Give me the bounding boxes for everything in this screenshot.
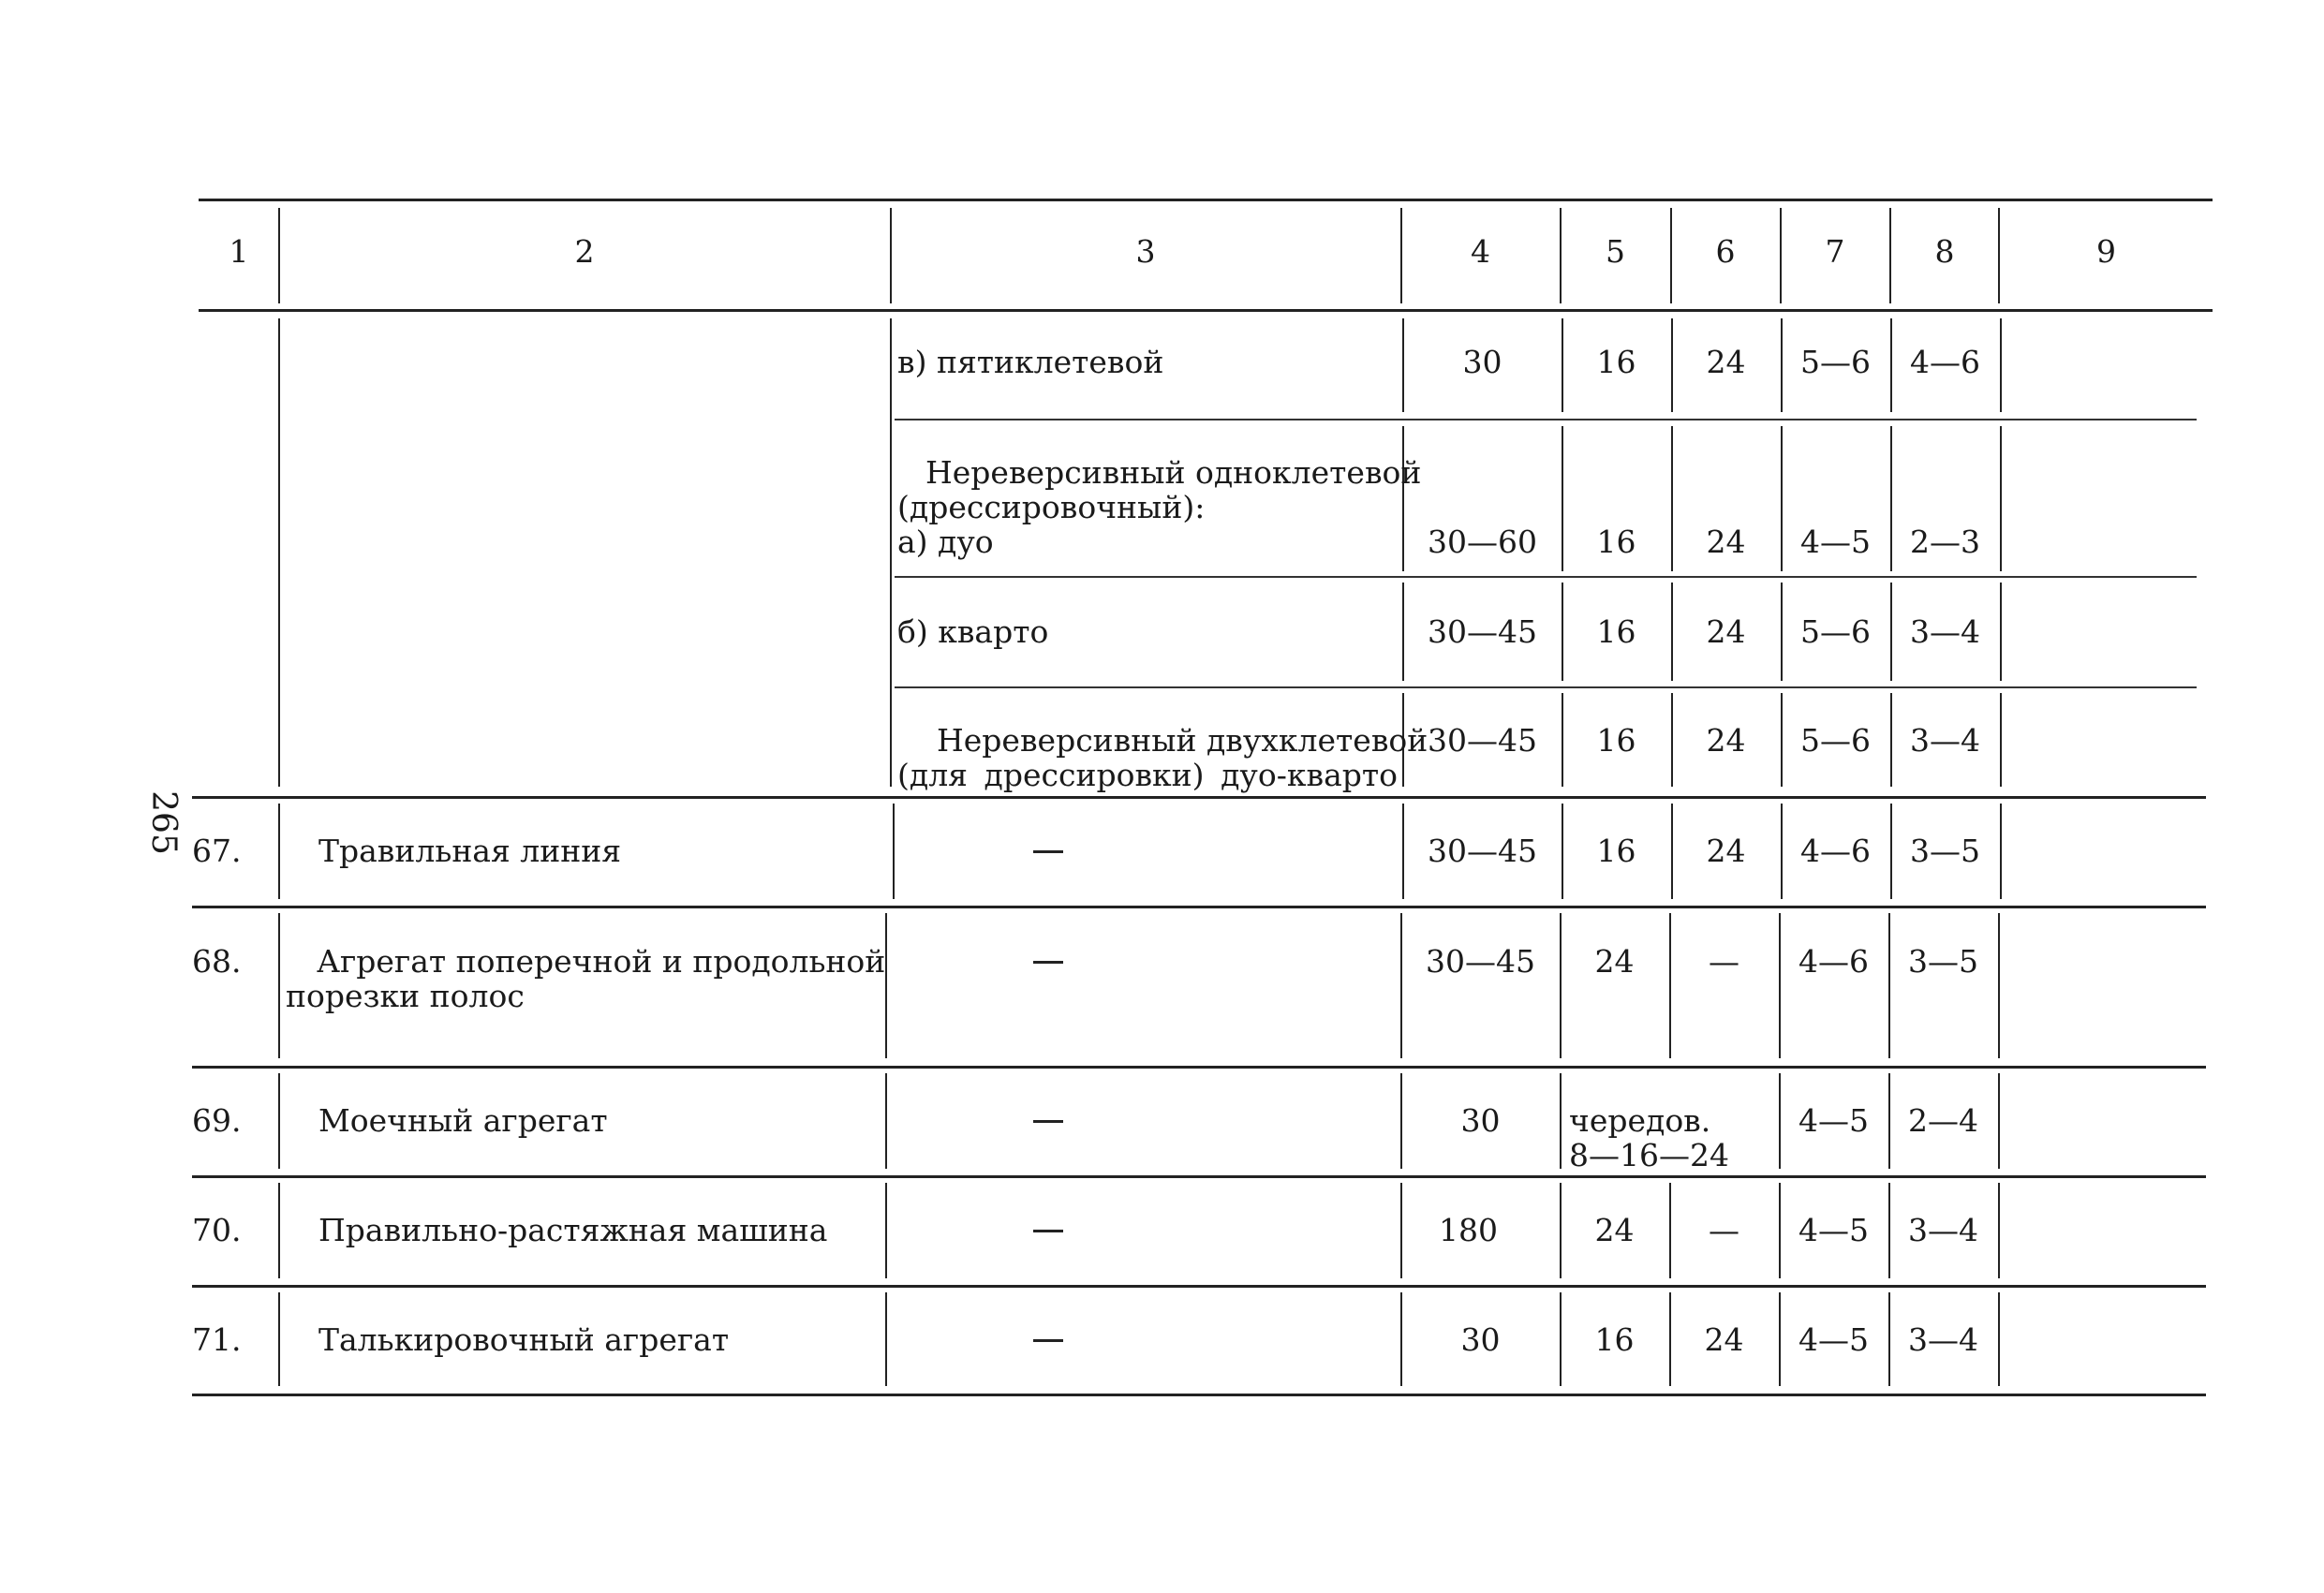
row-name: Агрегат поперечной и продольной bbox=[317, 943, 886, 980]
col-divider bbox=[1560, 1073, 1562, 1169]
cell-col-7: 5—6 bbox=[1800, 613, 1871, 650]
col-divider bbox=[1402, 804, 1404, 899]
col-divider bbox=[1400, 208, 1402, 303]
cell-col-4: 30—45 bbox=[1428, 833, 1537, 869]
empty-dash bbox=[1033, 961, 1063, 964]
cell-col-6: 24 bbox=[1706, 524, 1746, 560]
cell-col-4: 30 bbox=[1460, 1321, 1501, 1358]
row-rule bbox=[895, 686, 2197, 688]
row-rule bbox=[192, 1285, 2206, 1288]
cell-col-7: 4—5 bbox=[1799, 1321, 1869, 1358]
row-type-label: (для дрессировки) дуо-кварто bbox=[897, 757, 1398, 793]
cell-col-5: 24 bbox=[1594, 1212, 1635, 1248]
cell-col-6: 24 bbox=[1706, 613, 1746, 650]
row-type-label: (дрессировочный): bbox=[897, 489, 1206, 525]
col-divider bbox=[1669, 913, 1671, 1058]
header-col-1: 1 bbox=[229, 233, 249, 270]
cell-col-7: 4—5 bbox=[1800, 524, 1871, 560]
row-type-label: в) пятиклетевой bbox=[897, 344, 1164, 380]
row-type-label: Нереверсивный двухклетевой bbox=[937, 722, 1428, 759]
row-type-label: а) дуо bbox=[897, 524, 994, 560]
col-divider bbox=[1402, 426, 1404, 571]
cell-col-5: 24 bbox=[1594, 943, 1635, 980]
col-divider bbox=[885, 1292, 887, 1386]
cell-col-5-6-merged: чередов. bbox=[1569, 1102, 1711, 1139]
cell-col-5: 16 bbox=[1596, 833, 1636, 869]
col-divider bbox=[893, 804, 895, 899]
col-divider bbox=[885, 1183, 887, 1278]
cell-col-7: 5—6 bbox=[1800, 344, 1871, 380]
cell-col-5: 16 bbox=[1594, 1321, 1635, 1358]
col-divider bbox=[1889, 208, 1891, 303]
col-divider bbox=[278, 1073, 280, 1169]
col-divider bbox=[1670, 208, 1672, 303]
col-divider bbox=[1998, 208, 2000, 303]
cell-col-8: 2—3 bbox=[1910, 524, 1980, 560]
cell-col-4: 30—60 bbox=[1428, 524, 1537, 560]
col-divider bbox=[1998, 1073, 2000, 1169]
row-number: 71. bbox=[192, 1321, 242, 1358]
header-col-2: 2 bbox=[574, 233, 595, 270]
header-bottom-rule bbox=[199, 309, 2213, 312]
col-divider bbox=[1998, 1183, 2000, 1278]
empty-dash bbox=[1033, 1339, 1063, 1342]
col-divider bbox=[1998, 1292, 2000, 1386]
cell-col-6: — bbox=[1709, 943, 1739, 980]
row-type-label: б) кварто bbox=[897, 613, 1049, 650]
col-divider bbox=[2000, 583, 2002, 681]
row-number: 67. bbox=[192, 833, 242, 869]
col-divider bbox=[278, 804, 280, 899]
col-divider bbox=[2000, 804, 2002, 899]
cell-col-7: 4—6 bbox=[1799, 943, 1869, 980]
col-divider bbox=[2000, 318, 2002, 412]
cell-col-7: 4—5 bbox=[1799, 1212, 1869, 1248]
col-divider bbox=[1400, 1292, 1402, 1386]
empty-dash bbox=[1033, 1120, 1063, 1123]
row-name: Травильная линия bbox=[318, 833, 622, 869]
cell-col-6: 24 bbox=[1706, 833, 1746, 869]
header-col-5: 5 bbox=[1606, 233, 1625, 270]
cell-col-5: 16 bbox=[1596, 613, 1636, 650]
empty-dash bbox=[1033, 850, 1063, 853]
cell-col-8: 2—4 bbox=[1908, 1102, 1978, 1139]
row-rule bbox=[192, 906, 2206, 908]
col-divider bbox=[1400, 1073, 1402, 1169]
header-col-4: 4 bbox=[1471, 233, 1490, 270]
cell-col-5: 16 bbox=[1596, 722, 1636, 759]
row-type-label: Нереверсивный одноклетевой bbox=[925, 454, 1422, 491]
col-divider bbox=[278, 1183, 280, 1278]
cell-col-5-6-merged: 8—16—24 bbox=[1569, 1137, 1729, 1173]
cell-col-7: 4—6 bbox=[1800, 833, 1871, 869]
col-divider bbox=[1560, 913, 1562, 1058]
col-divider bbox=[2000, 426, 2002, 571]
header-col-3: 3 bbox=[1135, 233, 1156, 270]
col-divider bbox=[885, 913, 887, 1058]
col-divider bbox=[1400, 913, 1402, 1058]
table-bottom-rule bbox=[192, 1394, 2206, 1396]
cell-col-4: 30—45 bbox=[1428, 613, 1537, 650]
col-divider bbox=[1888, 913, 1890, 1058]
row-rule bbox=[192, 1066, 2206, 1069]
col-divider bbox=[1779, 913, 1781, 1058]
col-divider bbox=[885, 1073, 887, 1169]
header-col-7: 7 bbox=[1825, 233, 1845, 270]
cell-col-8: 3—4 bbox=[1910, 722, 1980, 759]
table-top-rule bbox=[199, 199, 2213, 201]
empty-dash bbox=[1033, 1230, 1063, 1232]
col-divider bbox=[2000, 693, 2002, 787]
cell-col-4: 180 bbox=[1439, 1212, 1498, 1248]
col-divider bbox=[1780, 208, 1782, 303]
cell-col-5: 16 bbox=[1596, 524, 1636, 560]
row-rule bbox=[895, 576, 2197, 578]
cell-col-4: 30 bbox=[1462, 344, 1502, 380]
cell-col-4: 30 bbox=[1460, 1102, 1501, 1139]
cell-col-4: 30—45 bbox=[1428, 722, 1537, 759]
col-divider bbox=[890, 208, 892, 303]
cell-col-8: 3—4 bbox=[1908, 1212, 1978, 1248]
cell-col-6: 24 bbox=[1706, 344, 1746, 380]
cell-col-6: 24 bbox=[1704, 1321, 1744, 1358]
row-name: Правильно-растяжная машина bbox=[318, 1212, 828, 1248]
col-divider bbox=[890, 318, 892, 787]
header-col-9: 9 bbox=[2096, 233, 2116, 270]
row-rule bbox=[895, 419, 2197, 420]
cell-col-8: 4—6 bbox=[1910, 344, 1980, 380]
cell-col-8: 3—5 bbox=[1908, 943, 1978, 980]
cell-col-4: 30—45 bbox=[1426, 943, 1535, 980]
col-divider bbox=[1998, 913, 2000, 1058]
row-name: порезки полос bbox=[286, 978, 525, 1014]
cell-col-7: 4—5 bbox=[1799, 1102, 1869, 1139]
col-divider bbox=[1560, 208, 1562, 303]
row-name: Моечный агрегат bbox=[318, 1102, 608, 1139]
cell-col-8: 3—4 bbox=[1908, 1321, 1978, 1358]
col-divider bbox=[278, 913, 280, 1058]
cell-col-8: 3—4 bbox=[1910, 613, 1980, 650]
cell-col-6: — bbox=[1709, 1212, 1739, 1248]
cell-col-6: 24 bbox=[1706, 722, 1746, 759]
row-rule bbox=[192, 1175, 2206, 1178]
row-name: Талькировочный агрегат bbox=[318, 1321, 730, 1358]
page-number: 265 bbox=[143, 790, 183, 855]
col-divider bbox=[1402, 583, 1404, 681]
cell-col-8: 3—5 bbox=[1910, 833, 1980, 869]
row-rule bbox=[192, 796, 2206, 799]
row-number: 69. bbox=[192, 1102, 242, 1139]
row-number: 68. bbox=[192, 943, 242, 980]
cell-col-7: 5—6 bbox=[1800, 722, 1871, 759]
col-divider bbox=[278, 1292, 280, 1386]
header-col-8: 8 bbox=[1934, 233, 1955, 270]
col-divider bbox=[1402, 318, 1404, 412]
row-number: 70. bbox=[192, 1212, 242, 1248]
col-divider bbox=[278, 208, 280, 303]
col-divider bbox=[278, 318, 280, 787]
cell-col-5: 16 bbox=[1596, 344, 1636, 380]
header-col-6: 6 bbox=[1715, 233, 1736, 270]
